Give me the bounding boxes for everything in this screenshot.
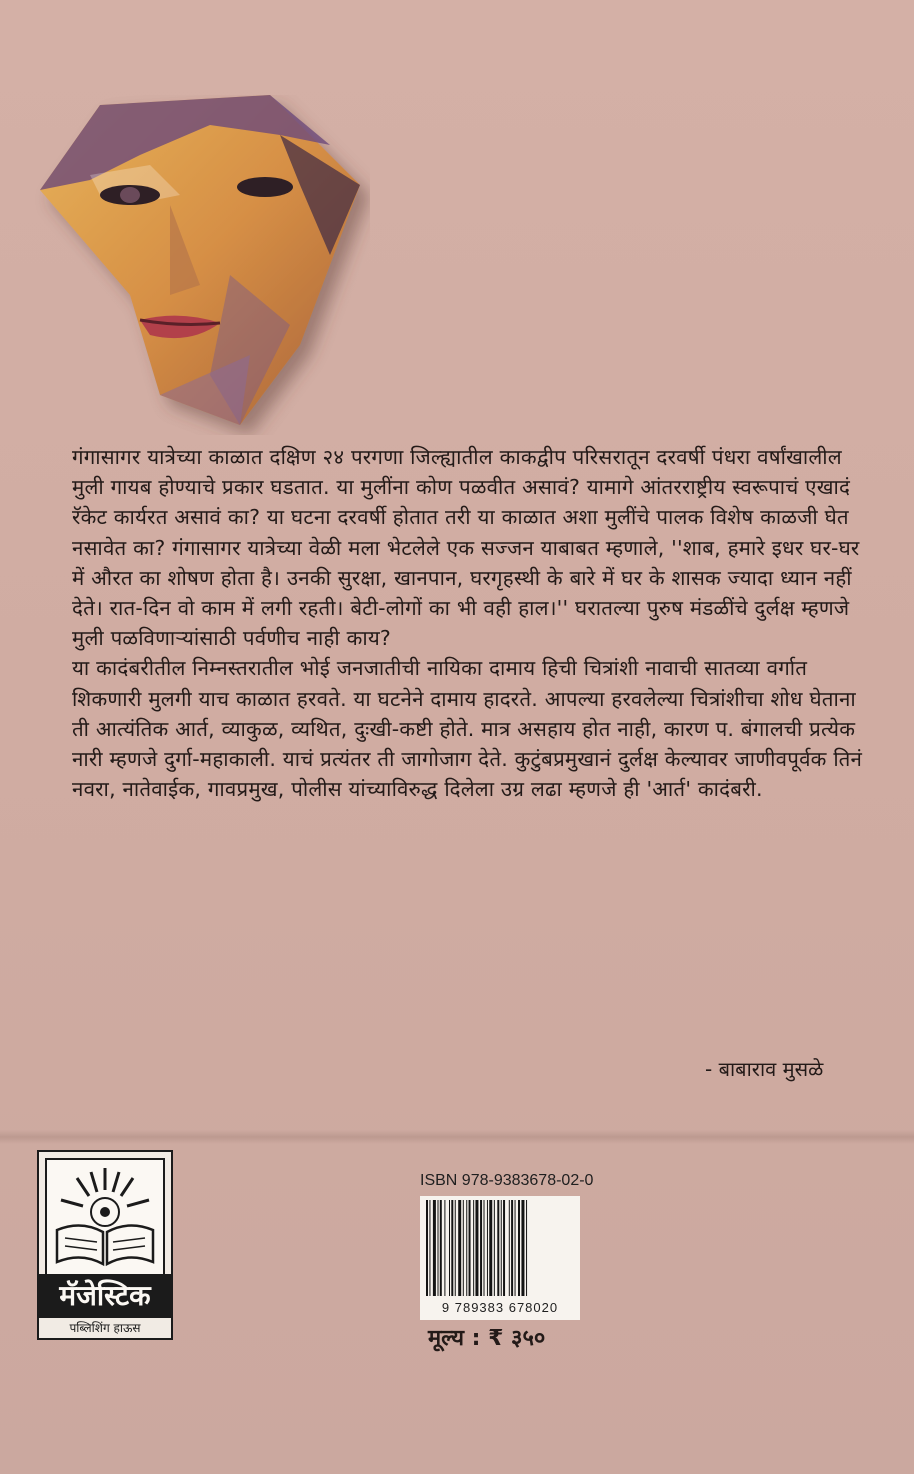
- publisher-logo: [37, 1150, 173, 1340]
- book-sun-emblem-icon: [45, 1158, 165, 1278]
- barcode-bar: [449, 1200, 450, 1296]
- blurb-paragraph-2: या कादंबरीतील निम्नस्तरातील भोई जनजातीची नायिका दामाय हिची चित्रांशी नावाची सातव्या वर्गात शिकणारी मुलगी याच काळात हरवते. या घटनेने दामाय हादरते. आपल्या हरवलेल्या चित्रांशीचा शोध घेताना ती आत्यंतिक आर्त, व्याकुळ, व्यथित, दुःखी-कष्टी होते. मात्र असहाय होत नाही, कारण प. बंगालची प्रत्येक नारी म्हणजे दुर्गा-महाकाली. याचं प्रत्यंतर ती जागोजाग देते. कुटुंबप्रमुखानं दुर्लक्ष केल्यावर जाणीवपूर्वक तिनं नवरा, नातेवाईक, गावप्रमुख, पोलीस यांच्याविरुद्ध दिलेला उग्र लढा म्हणजे ही 'आर्त' कादंबरी.: [72, 656, 863, 802]
- barcode-bar: [515, 1200, 516, 1296]
- barcode-bar: [440, 1200, 442, 1296]
- barcode-bar: [487, 1200, 488, 1296]
- barcode-bar: [526, 1200, 527, 1296]
- barcode-bar: [511, 1200, 513, 1296]
- barcode-bar: [426, 1200, 428, 1296]
- blurb-author: - बाबाराव मुसळे: [705, 1057, 824, 1081]
- barcode-bar: [494, 1200, 495, 1296]
- barcode-bar: [458, 1200, 461, 1296]
- isbn-label: ISBN 978-9383678-02-0: [420, 1172, 594, 1189]
- barcode-bar: [429, 1200, 430, 1296]
- barcode-bar: [451, 1200, 453, 1296]
- blurb-paragraph-1: गंगासागर यात्रेच्या काळात दक्षिण २४ परगणा जिल्ह्यातील काकद्वीप परिसरातून दरवर्षी पंधरा वर्षांखालील मुली गायब होण्याचे प्रकार घडतात. या मुलींना कोण पळवीत असावं? यामागे आंतरराष्ट्रीय स्वरूपाचं एखादं रॅकेट कार्यरत असावं का? या घटना दरवर्षी होतात तरी या काळात अशा मुलींचे पालक विशेष काळजी घेत नसावेत का? गंगासागर यात्रेच्या वेळी मला भेटलेले एक सज्जन याबाबत म्हणाले, ''शाब, हमारे इधर घर-घर में औरत का शोषण होता है। उनकी सुरक्षा, खानपान, घरगृहस्थी के बारे में घर के शासक ज्यादा ध्यान नहीं देते। रात-दिन वो काम में लगी रहती। बेटी-लोगों का भी वही हाल।'' घरातल्या पुरुष मंडळींचे दुर्लक्ष म्हणजे मुली पळविणाऱ्यांसाठी पर्वणीच नाही काय?: [72, 445, 860, 651]
- barcode-bar: [455, 1200, 456, 1296]
- barcode-bar: [433, 1200, 436, 1296]
- barcode: [420, 1196, 580, 1320]
- barcode-bar: [473, 1200, 474, 1296]
- barcode-bar: [438, 1200, 439, 1296]
- barcode-bar: [480, 1200, 482, 1296]
- barcode-bar: [501, 1200, 502, 1296]
- barcode-bar: [484, 1200, 485, 1296]
- barcode-number: 9 789383 678020: [441, 1300, 559, 1315]
- barcode-bar: [497, 1200, 499, 1296]
- barcode-bar: [521, 1200, 524, 1296]
- fold-line: [0, 1130, 914, 1144]
- barcode-bar: [489, 1200, 492, 1296]
- blurb-text: [72, 442, 872, 804]
- barcode-bars: [420, 1196, 580, 1300]
- barcode-bar: [463, 1200, 464, 1296]
- price: मूल्य : ₹ ३५०: [428, 1326, 546, 1351]
- portrait-illustration: [30, 95, 370, 435]
- barcode-bar: [475, 1200, 478, 1296]
- barcode-bar: [469, 1200, 471, 1296]
- publisher-subtitle: पब्लिशिंग हाऊस: [69, 1321, 141, 1335]
- barcode-bar: [509, 1200, 510, 1296]
- publisher-name: मॅजेस्टिक: [39, 1274, 171, 1318]
- barcode-bar: [518, 1200, 520, 1296]
- barcode-bar: [444, 1200, 445, 1296]
- barcode-bar: [503, 1200, 505, 1296]
- barcode-bar: [466, 1200, 467, 1296]
